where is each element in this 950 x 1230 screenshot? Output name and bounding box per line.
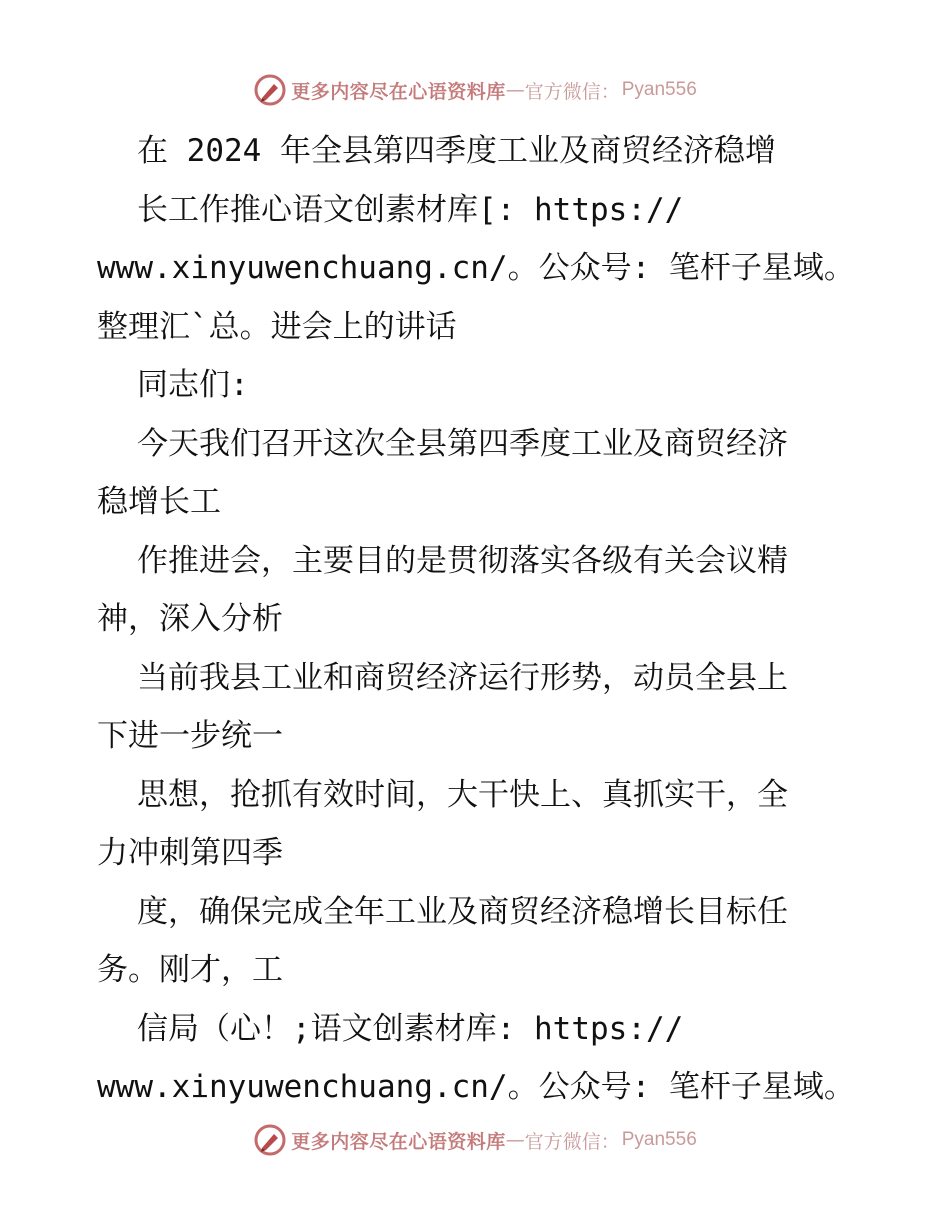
watermark-text: 更多内容尽在心语资料库 bbox=[291, 1130, 506, 1153]
paragraph-line: 度，确保完成全年工业及商贸经济稳增长目标任 bbox=[137, 893, 788, 930]
watermark-id: Pyan556 bbox=[621, 1129, 697, 1150]
paragraph-line: 下进一步统一 bbox=[97, 718, 283, 754]
watermark-label: 官方微信： bbox=[524, 80, 620, 103]
watermark-footer bbox=[0, 1120, 950, 1160]
watermark-separator: — bbox=[505, 79, 525, 101]
paragraph-line: 信局（心！;语文创素材库: https:// bbox=[137, 1010, 684, 1047]
paragraph-line: 思想，抢抓有效时间，大干快上、真抓实干，全 bbox=[137, 776, 788, 813]
paragraph-line: 当前我县工业和商贸经济运行形势，动员全县上 bbox=[137, 659, 788, 696]
paragraph-line: 稳增长工 bbox=[97, 484, 221, 520]
pen-logo-icon bbox=[253, 73, 287, 107]
watermark-separator: — bbox=[505, 1129, 525, 1151]
paragraph-line: 神，深入分析 bbox=[97, 601, 283, 637]
paragraph-line: www.xinyuwenchuang.cn/。公众号: 笔杆子星域。 bbox=[97, 1069, 855, 1105]
watermark-text: 更多内容尽在心语资料库 bbox=[291, 80, 506, 103]
paragraph-line: 务。刚才，工 bbox=[97, 952, 283, 988]
paragraph-line: 力冲刺第四季 bbox=[97, 835, 283, 871]
title-line-2: 长工作推心语文创素材库[: https:// bbox=[137, 191, 684, 228]
pen-logo-icon bbox=[253, 1123, 287, 1157]
watermark-header bbox=[0, 70, 950, 110]
watermark-id: Pyan556 bbox=[621, 79, 697, 100]
title-line-1: 在 2024 年全县第四季度工业及商贸经济稳增 bbox=[137, 133, 776, 169]
watermark-label: 官方微信： bbox=[524, 1130, 620, 1153]
paragraph-line: 作推进会，主要目的是贯彻落实各级有关会议精 bbox=[137, 542, 788, 579]
document-body bbox=[97, 122, 857, 1117]
salutation: 同志们: bbox=[137, 367, 249, 403]
title-line-4: 整理汇`总。进会上的讲话 bbox=[97, 308, 457, 345]
paragraph-line: 今天我们召开这次全县第四季度工业及商贸经济 bbox=[137, 425, 788, 462]
title-line-3: www.xinyuwenchuang.cn/。公众号: 笔杆子星域。 bbox=[97, 250, 855, 286]
